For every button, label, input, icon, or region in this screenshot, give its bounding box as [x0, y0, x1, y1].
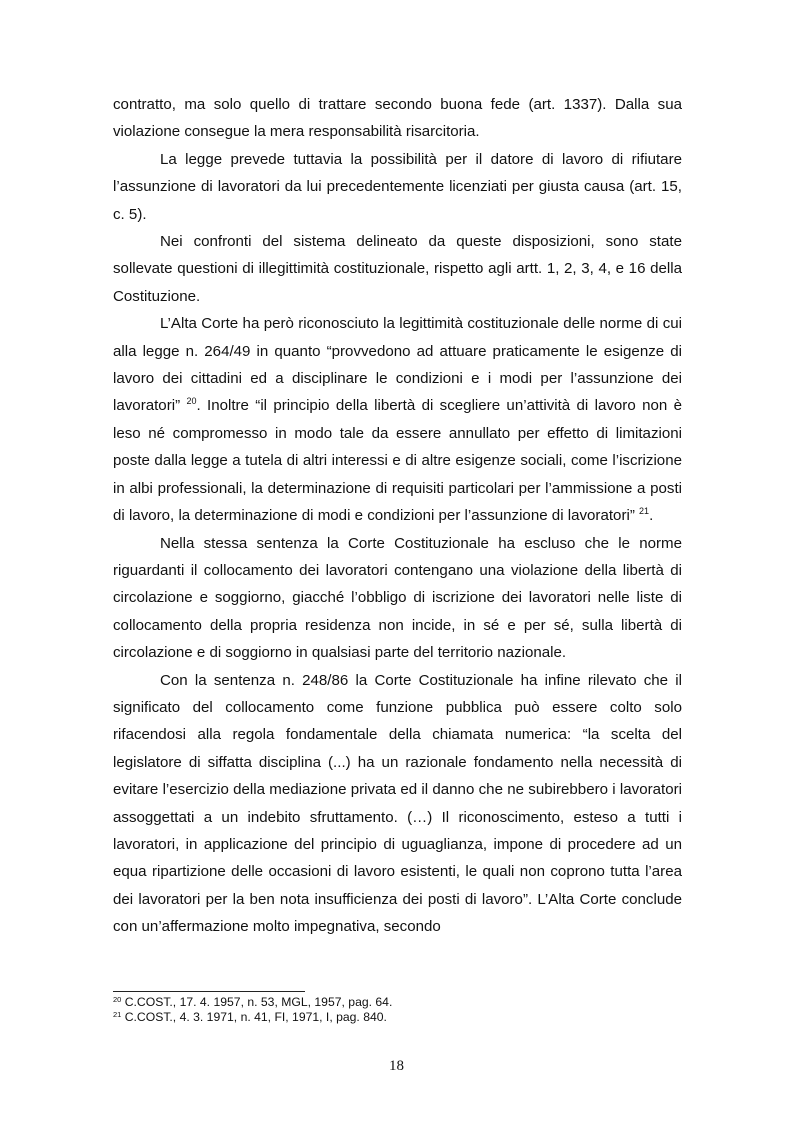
paragraph: Nella stessa sentenza la Corte Costituzionale ha escluso che le norme riguardanti il collocamento dei lavoratori contengano una violazione della libertà di circolazione e soggiorno, giacché l’obbligo di iscrizione dei lavoratori nelle liste di collocamento della propria residenza non incide, in sé e per sé, sulla libertà di circolazione e di soggiorno in qualsiasi parte del territorio nazionale.	[113, 534, 682, 662]
page-number: 18	[389, 1058, 404, 1074]
footnote-text: C.COST., 4. 3. 1971, n. 41, FI, 1971, I, pag. 840.	[121, 1010, 387, 1024]
footnote-reference: 20	[186, 396, 197, 407]
paragraph: Con la sentenza n. 248/86 la Corte Costituzionale ha infine rilevato che il significato del collocamento come funzione pubblica può essere colto solo rifacendosi alla regola fondamentale della chiamata numerica: “la scelta del legislatore di siffatta disciplina (...) ha un razionale fondamento nella necessità di evitare l’esercizio della mediazione privata ed il danno che ne subirebbero i lavoratori assoggettati a un indebito sfruttamento. (…) Il riconoscimento, esteso a tutti i lavoratori, in applicazione del principio di uguaglianza, impone di procedere ad un equa ripartizione delle occasioni di lavoro esistenti, le quali non coprono tutta l’area dei lavoratori per la ben nota insufficienza dei posti di lavoro”. L’Alta Corte conclude con un’affermazione molto impegnativa, secondo	[113, 671, 682, 936]
paragraph: Nei confronti del sistema delineato da queste disposizioni, sono state sollevate questioni di illegittimità costituzionale, rispetto agli artt. 1, 2, 3, 4, e 16 della Costituzione.	[113, 233, 682, 305]
footnote-text: C.COST., 17. 4. 1957, n. 53, MGL, 1957, pag. 64.	[121, 995, 393, 1009]
footnotes	[113, 995, 682, 1025]
footnote	[113, 1010, 682, 1025]
footnote-separator	[113, 991, 305, 992]
footnote-number: 20	[113, 995, 122, 1004]
paragraph-text: .	[649, 507, 654, 525]
paragraph-text: . Inoltre “il principio della libertà di scegliere un’attività di lavoro non è leso né compromesso in modo tale da essere annullato per effetto di limitazioni poste dalla legge a tutela di altri interessi e di altre esigenze sociali, come l’iscrizione in albi professionali, la determinazione di requisiti particolari per l’ammissione a posti di lavoro, la determinazione di modi e condizioni per l’assunzione di lavoratori”	[113, 397, 682, 525]
paragraph-text: L’Alta Corte ha però riconosciuto la legittimità costituzionale delle norme di cui alla legge n. 264/49 in quanto “provvedono ad attuare praticamente le esigenze di lavoro dei cittadini ed a disciplinare le condizioni e i modi per l’assunzione dei lavoratori”	[113, 315, 682, 415]
footnote-reference: 21	[639, 506, 650, 517]
footnote	[113, 995, 682, 1010]
body-text	[113, 91, 682, 941]
paragraph: contratto, ma solo quello di trattare secondo buona fede (art. 1337). Dalla sua violazione consegue la mera responsabilità risarcitoria.	[113, 96, 682, 141]
paragraph: La legge prevede tuttavia la possibilità per il datore di lavoro di rifiutare l’assunzione di lavoratori da lui precedentemente licenziati per giusta causa (art. 15, c. 5).	[113, 150, 682, 223]
paragraph	[113, 310, 682, 529]
footnote-number: 21	[113, 1010, 122, 1019]
